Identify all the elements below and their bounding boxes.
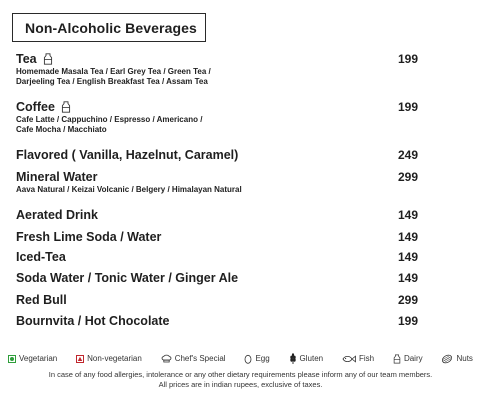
menu-item-name-text: Aerated Drink <box>16 208 98 222</box>
menu-item <box>16 170 418 195</box>
menu-item-row <box>16 230 418 244</box>
menu-item-name <box>16 314 169 328</box>
legend-fish <box>342 354 374 363</box>
menu-item <box>16 52 418 87</box>
menu-item <box>16 148 418 162</box>
menu-item-name-text: Red Bull <box>16 293 67 307</box>
menu-item-name-text: Coffee <box>16 100 55 114</box>
chefs-hat-icon <box>161 354 172 363</box>
description-line: Darjeeling Tea / English Breakfast Tea / Assam Tea <box>16 77 208 86</box>
menu-item-name <box>16 271 238 285</box>
legend-chefs-special <box>161 354 226 363</box>
footer-notes <box>0 370 481 389</box>
menu-item <box>16 271 418 285</box>
dairy-icon <box>61 101 71 113</box>
menu-item-description <box>16 67 418 87</box>
menu-item-name-text: Iced-Tea <box>16 250 66 264</box>
menu-item-row <box>16 293 418 307</box>
legend-fish-label: Fish <box>358 354 375 363</box>
menu-item-name <box>16 52 53 66</box>
legend-gluten-label: Gluten <box>299 354 324 363</box>
menu-item-row <box>16 170 418 184</box>
legend-nuts-label: Nuts <box>456 354 473 363</box>
menu-item-name <box>16 230 161 244</box>
egg-icon <box>244 354 252 364</box>
dairy-icon <box>43 53 53 65</box>
menu-item-name <box>16 170 98 184</box>
description-line: Cafe Mocha / Macchiato <box>16 125 107 134</box>
legend-nuts <box>441 354 472 364</box>
menu-item-price: 199 <box>397 314 418 328</box>
menu-item-row <box>16 208 418 222</box>
gluten-icon <box>289 353 297 364</box>
menu-item <box>16 314 418 328</box>
menu-item <box>16 250 418 264</box>
menu-item-description <box>16 185 418 195</box>
menu-item <box>16 100 418 135</box>
menu-item-row <box>16 100 418 114</box>
legend-egg-label: Egg <box>255 354 270 363</box>
menu-item-price: 149 <box>397 230 418 244</box>
menu-item <box>16 293 418 307</box>
menu-item-name-text: Flavored ( Vanilla, Hazelnut, Caramel) <box>16 148 239 162</box>
menu-item-row <box>16 250 418 264</box>
section-title: Non-Alcoholic Beverages <box>12 13 206 42</box>
legend-non-vegetarian <box>76 354 142 363</box>
menu-item-name-text: Mineral Water <box>16 170 98 184</box>
legend-egg <box>244 354 269 364</box>
menu-item-row <box>16 52 418 66</box>
menu-item-price: 149 <box>397 250 418 264</box>
menu-item-price: 149 <box>397 208 418 222</box>
vegetarian-icon <box>8 355 16 363</box>
legend-gluten <box>289 353 324 364</box>
menu-item-price: 149 <box>397 271 418 285</box>
menu-item-price: 199 <box>397 52 418 66</box>
fish-icon <box>342 355 356 363</box>
legend-vegetarian <box>8 354 57 363</box>
menu-item <box>16 230 418 244</box>
description-line: Cafe Latte / Cappuchino / Espresso / Americano / <box>16 115 203 124</box>
menu-item-name-text: Bournvita / Hot Chocolate <box>16 314 170 328</box>
description-line: Homemade Masala Tea / Earl Grey Tea / Green Tea / <box>16 67 211 76</box>
price-note: All prices are in indian rupees, exclusive of taxes. <box>158 379 323 389</box>
allergy-note: In case of any food allergies, intolerance or any other dietary requirements please inform any of our team members. <box>48 370 433 379</box>
menu-item-price: 249 <box>397 148 418 162</box>
legend-chefs-special-label: Chef's Special <box>174 354 226 363</box>
menu-item-name <box>16 208 98 222</box>
legend-dairy <box>393 354 423 364</box>
menu-item-name <box>16 100 71 114</box>
menu-item-price: 199 <box>397 100 418 114</box>
menu-item-price: 299 <box>397 170 418 184</box>
menu-item-price: 299 <box>397 293 418 307</box>
menu-item-name <box>16 293 67 307</box>
legend-non-vegetarian-label: Non-vegetarian <box>87 354 142 363</box>
dairy-icon <box>393 354 401 364</box>
legend-dairy-label: Dairy <box>403 354 423 363</box>
menu-item-name-text: Soda Water / Tonic Water / Ginger Ale <box>16 271 239 285</box>
menu-item-name-text: Fresh Lime Soda / Water <box>16 230 162 244</box>
nuts-icon <box>441 354 453 364</box>
legend-vegetarian-label: Vegetarian <box>19 354 58 363</box>
menu-item <box>16 208 418 222</box>
menu-item-description <box>16 115 418 135</box>
menu-item-row <box>16 148 418 162</box>
description-line: Aava Natural / Keizai Volcanic / Belgery / Himalayan Natural <box>16 185 242 194</box>
menu-item-row <box>16 314 418 328</box>
menu-item-name <box>16 148 238 162</box>
menu-item-name <box>16 250 66 264</box>
menu-item-row <box>16 271 418 285</box>
dietary-legend <box>8 353 473 364</box>
menu-item-name-text: Tea <box>16 52 37 66</box>
non-vegetarian-icon <box>76 355 84 363</box>
